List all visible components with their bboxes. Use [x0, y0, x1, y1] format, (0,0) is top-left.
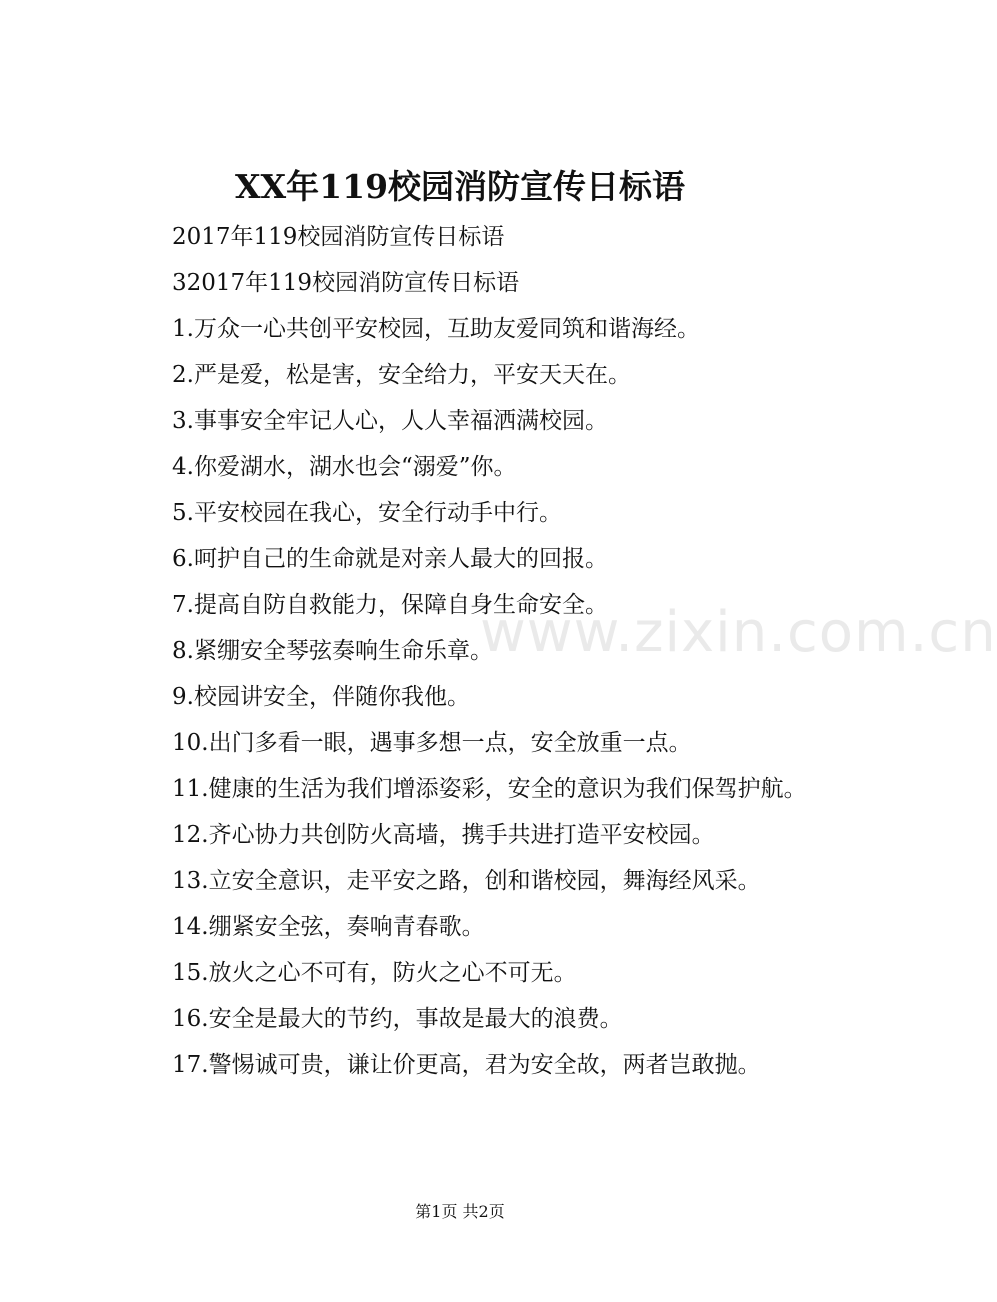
slogan-item: 5.平安校园在我心，安全行动手中行。 [172, 500, 562, 526]
paragraph: 2017年119校园消防宣传日标语 [172, 224, 505, 250]
slogan-item: 14.绷紧安全弦，奏响青春歌。 [172, 914, 485, 940]
slogan-item: 7.提高自防自救能力，保障自身生命安全。 [172, 592, 608, 618]
slogan-item: 15.放火之心不可有，防火之心不可无。 [172, 960, 577, 986]
slogan-item: 11.健康的生活为我们增添姿彩，安全的意识为我们保驾护航。 [172, 776, 807, 802]
slogan-item: 10.出门多看一眼，遇事多想一点，安全放重一点。 [172, 730, 692, 756]
slogan-item: 1.万众一心共创平安校园，互助友爱同筑和谐海经。 [172, 316, 700, 342]
slogan-item: 12.齐心协力共创防火高墙，携手共进打造平安校园。 [172, 822, 715, 848]
slogan-item: 9.校园讲安全，伴随你我他。 [172, 684, 470, 710]
document-title: XX年119校园消防宣传日标语 [234, 167, 686, 206]
slogan-item: 6.呵护自己的生命就是对亲人最大的回报。 [172, 546, 608, 572]
slogan-item: 3.事事安全牢记人心，人人幸福洒满校园。 [172, 408, 608, 434]
slogan-item: 4.你爱湖水，湖水也会“溺爱”你。 [172, 454, 517, 480]
page-footer: 第1页 共2页 [415, 1202, 505, 1221]
document-body [124, 214, 810, 1088]
watermark: www.zixin.com.cn [480, 600, 997, 665]
slogan-item: 2.严是爱，松是害，安全给力，平安天天在。 [172, 362, 631, 388]
slogan-item: 16.安全是最大的节约，事故是最大的浪费。 [172, 1006, 623, 1032]
slogan-item: 17.警惕诚可贵，谦让价更高，君为安全故，两者岂敢抛。 [172, 1052, 761, 1078]
slogan-item: 8.紧绷安全琴弦奏响生命乐章。 [172, 638, 493, 664]
slogan-item: 13.立安全意识，走平安之路，创和谐校园，舞海经风采。 [172, 868, 761, 894]
paragraph: 32017年119校园消防宣传日标语 [172, 270, 520, 296]
